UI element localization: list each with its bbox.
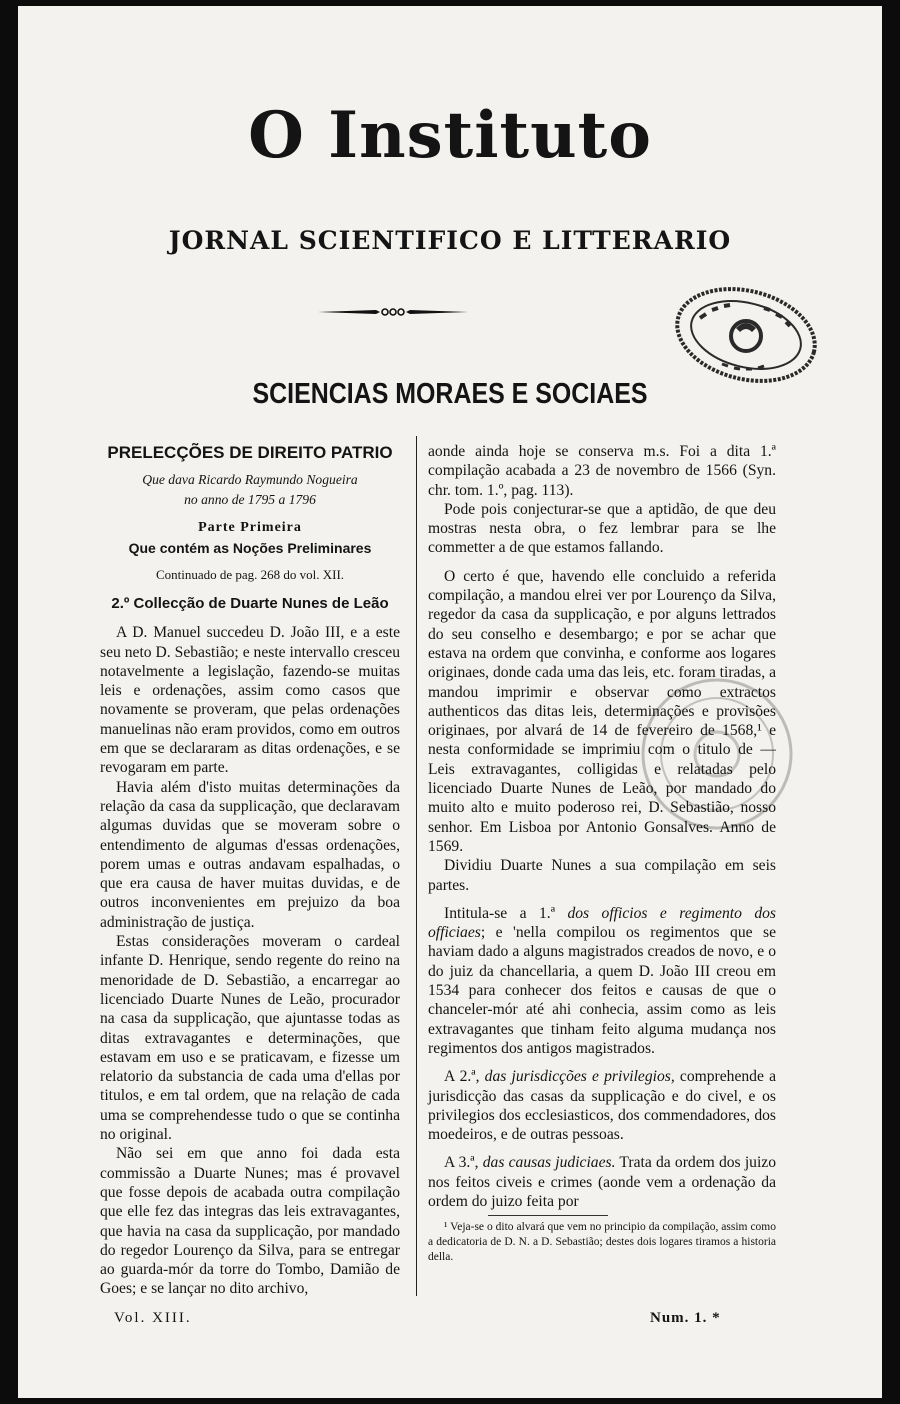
paragraph: Pode pois conjecturar-se que a aptidão, de que deu mostras nesta obra, o fez lembrar para se lhe commetter a de que estamos fallando. — [428, 500, 776, 557]
paragraph: Havia além d'isto muitas determinações da relação da casa da supplicação, que declaravam algumas duvidas que se moveram sobre o entendimento de algumas d'essas ordenações, porem umas e outras andavam espalhadas, o que era causa de haver muitas duvidas, e de outros inconvenientes em prejuizo da boa administração de justiça. — [100, 778, 400, 931]
newspaper-page — [18, 6, 882, 1398]
continued-note: Continuado de pag. 268 do vol. XII. — [155, 567, 345, 583]
issue-number: Num. 1. * — [650, 1310, 721, 1326]
paragraph: aonde ainda hoje se conserva m.s. Foi a dita 1.ª compilação acabada a 23 de novembro de 1566 (Syn. chr. tom. 1.º, pag. 113). — [428, 443, 776, 499]
paragraph-part-1: Intitula-se a 1.ª dos officios e regimento dos officiaes; e 'nella compilou os regimentos que se haviam dado a alguns magistrados creados de novo, e o do juiz da chancellaria, a quem D. João III creou em 1534 para conhecer dos feitos e causas de que o chanceler-mór até ahi conhecia, assim como as leis extravagantes que tinham feito alguma mudança nos regimentos dos antigos magistrados. — [428, 904, 776, 1057]
paragraph: Não sei em que anno foi dada esta commissão a Duarte Nunes; mas é provavel que fosse depois de acabada outra compilação que elle fez das integras das leis extravagantes, que havia na casa da supplicação, por mandado do regedor Lourenço da Silva, para se entregar ao guarda-mór da torre do Tombo, Damião de Goes; e se lançar no dito archivo, — [100, 1145, 400, 1298]
library-stamp-icon — [672, 284, 820, 386]
ornament-rule-icon — [318, 302, 468, 322]
subheading: 2.º Collecção de Duarte Nunes de Leão — [111, 595, 389, 613]
part-title: Parte Primeira — [198, 520, 302, 535]
article-heading: PRELECÇÕES DE DIREITO PATRIO — [107, 443, 393, 462]
masthead-title: O Instituto — [248, 98, 652, 173]
right-column — [428, 442, 776, 1265]
article-byline: Que dava Ricardo Raymundo Nogueira — [142, 472, 358, 487]
paragraph: Estas considerações moveram o cardeal infante D. Henrique, sendo regente do reino na menoridade de D. Sebastião, a encarregar ao licenciado Duarte Nunes de Leão, procurador na casa da supplicação, que ajuntasse todas as ditas extravagantes e determinações, que estavam em uso e se praticavam, e fizesse um relatorio da substancia de cada uma d'ellas por titulos, e em tal ordem, que na relação de cada uma se comprehendesse tudo o que se continha no original. — [100, 933, 400, 1144]
paragraph: O certo é que, havendo elle concluido a referida compilação, a mandou elrei ver por Lourenço da Silva, regedor da casa da supplicação, e por alguns lettrados do seu conselho e desembargo; e por se achar que estava na ordem que convinha, e conforme aos logares originaes, donde cada uma das leis, etc. foram tiradas, a mandou imprimir e observar como extractos authenticos das ditas leis, determinações e provisões originaes, por alvará de 14 de fevereiro de 1568,¹ e nesta conformidade se imprimiu com o titulo de — Leis extravagantes, colligidas e relatadas pelo licenciado Duarte Nunes de Leão, por mandado do muito alto e muito poderoso rei, D. Sebastião, nosso senhor. Em Lisboa por Antonio Gonsalves. Anno de 1569. — [428, 567, 776, 855]
part-subtitle: Que contém as Noções Preliminares — [128, 540, 372, 557]
column-divider — [416, 436, 417, 1296]
volume-label: Vol. XIII. — [114, 1310, 192, 1326]
footnote: ¹ Veja-se o dito alvará que vem no principio da compilação, assim como a dedicatoria de D. N. a D. Sebastião; destes dois logares tiramos a historia della. — [428, 1221, 776, 1264]
footnote-rule — [488, 1215, 608, 1216]
paragraph: Dividiu Duarte Nunes a sua compilação em seis partes. — [428, 857, 776, 894]
paragraph: A D. Manuel succedeu D. João III, e a este seu neto D. Sebastião; e neste intervallo cresceu notavelmente a legislação, fazendo-se muitas leis e ordenações, assim como casos que novamente se proveram, que pelas ordenações manuelinas não eram providos, como em outros em que se declararam as ditas ordenações, e se revogaram em parte. — [100, 624, 400, 777]
masthead-subtitle: JORNAL SCIENTIFICO E LITTERARIO — [168, 226, 732, 255]
paragraph-part-2: A 2.ª, das jurisdicções e privilegios, comprehende a jurisdicção das casas da supplicação e do civel, e os privilegios dos ecclesiasticos, dos commendadores, dos moedeiros, e de outras pessoas. — [428, 1068, 777, 1144]
article-byline-date: no anno de 1795 a 1796 — [184, 492, 316, 507]
section-title: SCIENCIAS MORAES E SOCIAES — [252, 378, 648, 410]
left-column — [100, 442, 400, 1299]
paragraph-part-3: A 3.ª, das causas judiciaes. Trata da ordem dos juizo nos feitos civeis e crimes (aonde vem a ordenação da ordem do juizo feita por — [428, 1154, 777, 1210]
